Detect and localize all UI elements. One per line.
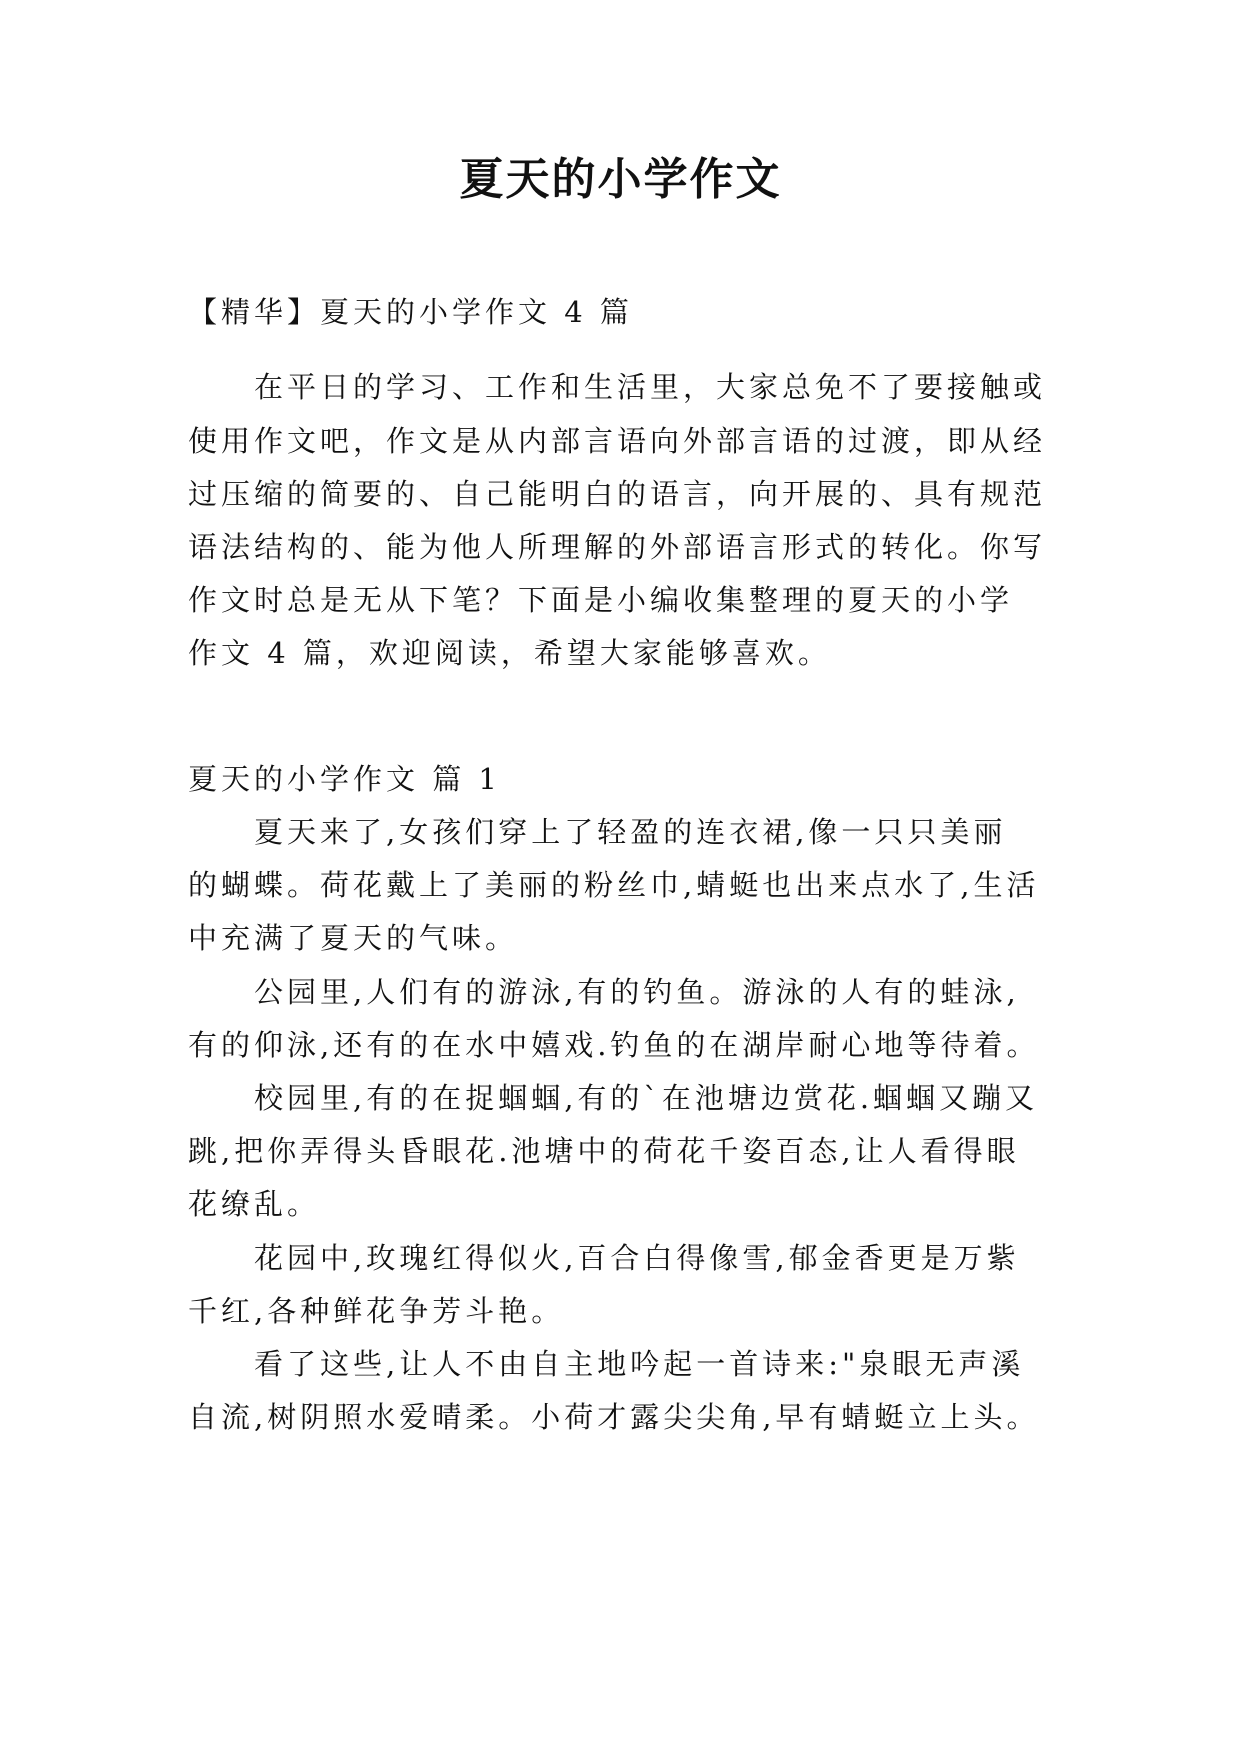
document-subtitle: 【精华】夏天的小学作文 4 篇 — [188, 295, 633, 329]
intro-line: 使用作文吧，作文是从内部言语向外部言语的过渡，即从经 — [188, 424, 1047, 458]
essay-line: 千红,各种鲜花争芳斗艳。 — [188, 1294, 565, 1328]
essay-line: 有的仰泳,还有的在水中嬉戏.钓鱼的在湖岸耐心地等待着。 — [188, 1028, 1040, 1062]
essay-line: 自流,树阴照水爱晴柔。小荷才露尖尖角,早有蜻蜓立上头。 — [188, 1400, 1040, 1434]
essay-line: 花园中,玫瑰红得似火,百合白得像雪,郁金香更是万紫 — [254, 1241, 1020, 1275]
intro-line: 作文 4 篇，欢迎阅读，希望大家能够喜欢。 — [188, 636, 831, 670]
essay-line: 校园里,有的在捉蝈蝈,有的`在池塘边赏花.蝈蝈又蹦又 — [254, 1081, 1039, 1115]
essay-line: 花缭乱。 — [188, 1187, 321, 1221]
intro-line: 过压缩的简要的、自己能明白的语言，向开展的、具有规范 — [188, 477, 1047, 511]
document-title: 夏天的小学作文 — [459, 154, 782, 205]
intro-line: 作文时总是无从下笔？下面是小编收集整理的夏天的小学 — [188, 583, 1014, 617]
essay-line: 中充满了夏天的气味。 — [188, 921, 519, 955]
essay-line: 夏天来了,女孩们穿上了轻盈的连衣裙,像一只只美丽 — [254, 815, 1007, 849]
essay-line: 的蝴蝶。荷花戴上了美丽的粉丝巾,蜻蜓也出来点水了,生活 — [188, 868, 1040, 902]
intro-line: 语法结构的、能为他人所理解的外部语言形式的转化。你写 — [188, 530, 1047, 564]
essay-line: 看了这些,让人不由自主地吟起一首诗来:"泉眼无声溪 — [254, 1347, 1025, 1381]
section-heading: 夏天的小学作文 篇 1 — [188, 762, 501, 796]
essay-line: 公园里,人们有的游泳,有的钓鱼。游泳的人有的蛙泳, — [254, 975, 1020, 1009]
essay-line: 跳,把你弄得头昏眼花.池塘中的荷花千姿百态,让人看得眼 — [188, 1134, 1020, 1168]
intro-line: 在平日的学习、工作和生活里，大家总免不了要接触或 — [254, 370, 1047, 404]
